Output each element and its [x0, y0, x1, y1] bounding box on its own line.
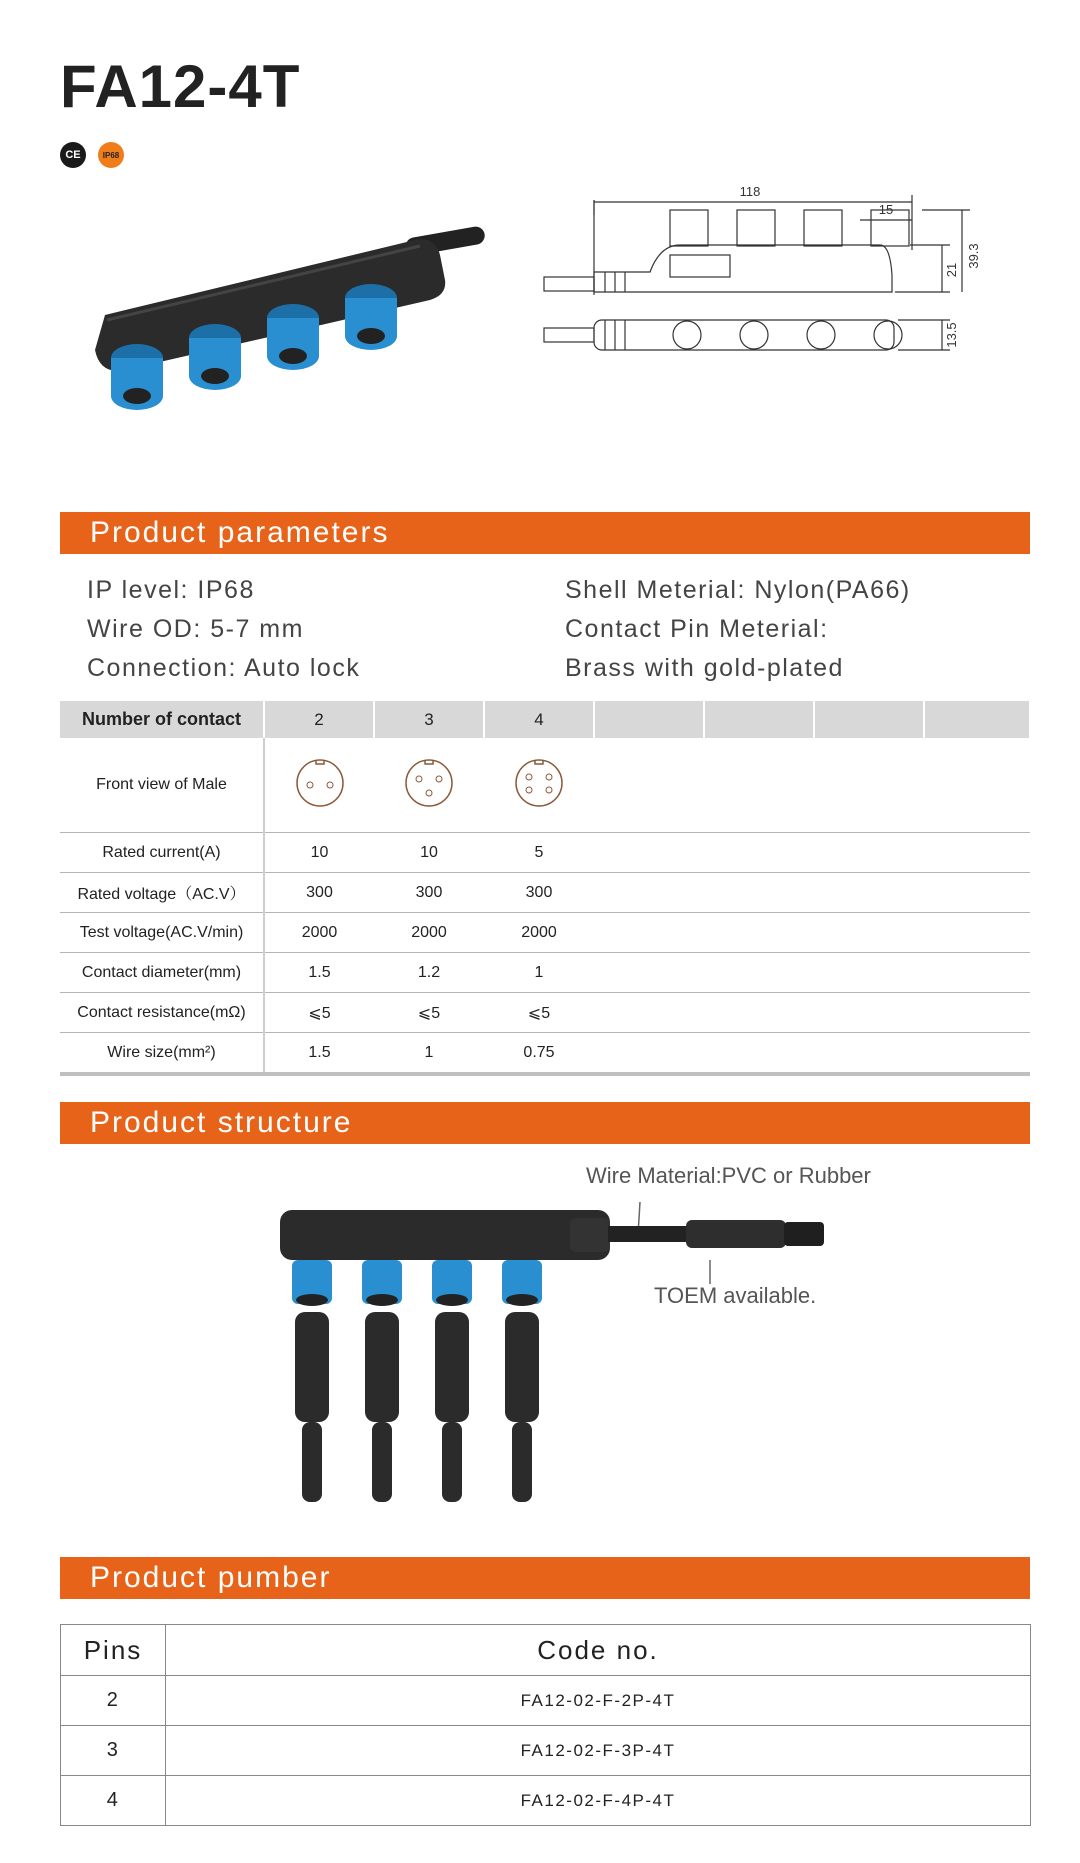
- header-contact: 2: [264, 701, 374, 738]
- pins-cell: 3: [61, 1726, 166, 1776]
- connector-port-1: [111, 344, 163, 410]
- row-label: Wire size(mm²): [60, 1033, 264, 1075]
- header-contact: [814, 701, 924, 738]
- spec-row: [60, 1033, 1030, 1075]
- code-cell: FA12-02-F-4P-4T: [166, 1776, 1031, 1826]
- row-label: Front view of Male: [60, 738, 264, 833]
- param-connection: Connection: Auto lock: [87, 654, 361, 682]
- spec-row: [60, 873, 1030, 913]
- code-cell: FA12-02-F-3P-4T: [166, 1726, 1031, 1776]
- param-contact-plating: Brass with gold-plated: [565, 654, 844, 682]
- header-contact: 4: [484, 701, 594, 738]
- table-row: [61, 1776, 1031, 1826]
- structure-connector-4: [502, 1260, 542, 1502]
- table-row: [61, 1726, 1031, 1776]
- row-value: ⩽5: [374, 993, 484, 1033]
- section-banner-number: [60, 1557, 1030, 1599]
- param-shell-material: Shell Meterial: Nylon(PA66): [565, 576, 911, 604]
- param-contact-pin-material: Contact Pin Meterial:: [565, 615, 829, 643]
- row-value: 1: [484, 953, 594, 993]
- spec-table: [60, 701, 1031, 1076]
- spec-row: [60, 913, 1030, 953]
- structure-connector-3: [432, 1260, 472, 1502]
- section-banner-parameters: [60, 512, 1030, 554]
- header-contact: [594, 701, 704, 738]
- wire-material-label: Wire Material:PVC or Rubber: [586, 1163, 871, 1188]
- connector-port-3: [267, 304, 319, 370]
- page-title: FA12-4T: [60, 53, 301, 120]
- header-contact: [704, 701, 814, 738]
- connector-port-2: [189, 324, 241, 390]
- code-cell: FA12-02-F-2P-4T: [166, 1676, 1031, 1726]
- spec-row: [60, 993, 1030, 1033]
- row-value: 300: [484, 873, 594, 913]
- table-row: [61, 1676, 1031, 1726]
- row-value: 300: [374, 873, 484, 913]
- row-value: 2000: [264, 913, 374, 953]
- row-value: 300: [264, 873, 374, 913]
- row-value: 1: [374, 1033, 484, 1075]
- pin-layout-4-icon: [513, 757, 565, 809]
- row-value: 10: [264, 833, 374, 873]
- pins-cell: 2: [61, 1676, 166, 1726]
- dim-length: 118: [739, 184, 761, 199]
- dim-height-body: 21: [944, 262, 959, 278]
- row-value: 0.75: [484, 1033, 594, 1075]
- row-value: 1.5: [264, 953, 374, 993]
- row-label: Contact resistance(mΩ): [60, 993, 264, 1033]
- spec-header-row: [60, 701, 1030, 738]
- row-value: ⩽5: [264, 993, 374, 1033]
- row-value: ⩽5: [484, 993, 594, 1033]
- row-value: 1.5: [264, 1033, 374, 1075]
- dim-pitch: 15: [878, 202, 894, 217]
- oem-label: TOEM available.: [654, 1283, 817, 1308]
- pin-layout-2-icon: [294, 757, 346, 809]
- structure-connector-2: [362, 1260, 402, 1502]
- row-value: 2000: [374, 913, 484, 953]
- product-image: [85, 220, 505, 420]
- table-header-row: [61, 1625, 1031, 1676]
- ce-mark-icon: CE: [60, 142, 86, 168]
- header-pins: Pins: [61, 1625, 166, 1676]
- param-ip-level: IP level: IP68: [87, 576, 255, 604]
- ip68-badge-icon: IP68: [98, 142, 124, 168]
- section-title: Product structure: [90, 1106, 353, 1139]
- spec-row: [60, 833, 1030, 873]
- row-value: 5: [484, 833, 594, 873]
- header-code: Code no.: [166, 1625, 1031, 1676]
- pins-cell: 4: [61, 1776, 166, 1826]
- row-value: 1.2: [374, 953, 484, 993]
- row-label: Test voltage(AC.V/min): [60, 913, 264, 953]
- technical-drawing: [530, 180, 1010, 430]
- dim-thickness: 13.5: [944, 322, 959, 348]
- structure-connector-1: [292, 1260, 332, 1502]
- product-number-table: [60, 1624, 1031, 1826]
- row-value: 10: [374, 833, 484, 873]
- header-contact: [924, 701, 1030, 738]
- row-label: Rated voltage（AC.V）: [60, 873, 264, 913]
- row-label: Rated current(A): [60, 833, 264, 873]
- section-title: Product parameters: [90, 516, 390, 549]
- spec-row: [60, 953, 1030, 993]
- param-wire-od: Wire OD: 5-7 mm: [87, 615, 304, 643]
- row-value: 2000: [484, 913, 594, 953]
- header-contact: 3: [374, 701, 484, 738]
- dim-height-total: 39.3: [966, 243, 981, 269]
- pin-layout-3-icon: [403, 757, 455, 809]
- section-title: Product pumber: [90, 1561, 332, 1594]
- section-banner-structure: [60, 1102, 1030, 1144]
- spec-front-view-row: [60, 738, 1030, 833]
- connector-port-4: [345, 284, 397, 350]
- structure-image: [270, 1190, 840, 1520]
- row-label: Contact diameter(mm): [60, 953, 264, 993]
- header-number-of-contact: Number of contact: [60, 701, 264, 738]
